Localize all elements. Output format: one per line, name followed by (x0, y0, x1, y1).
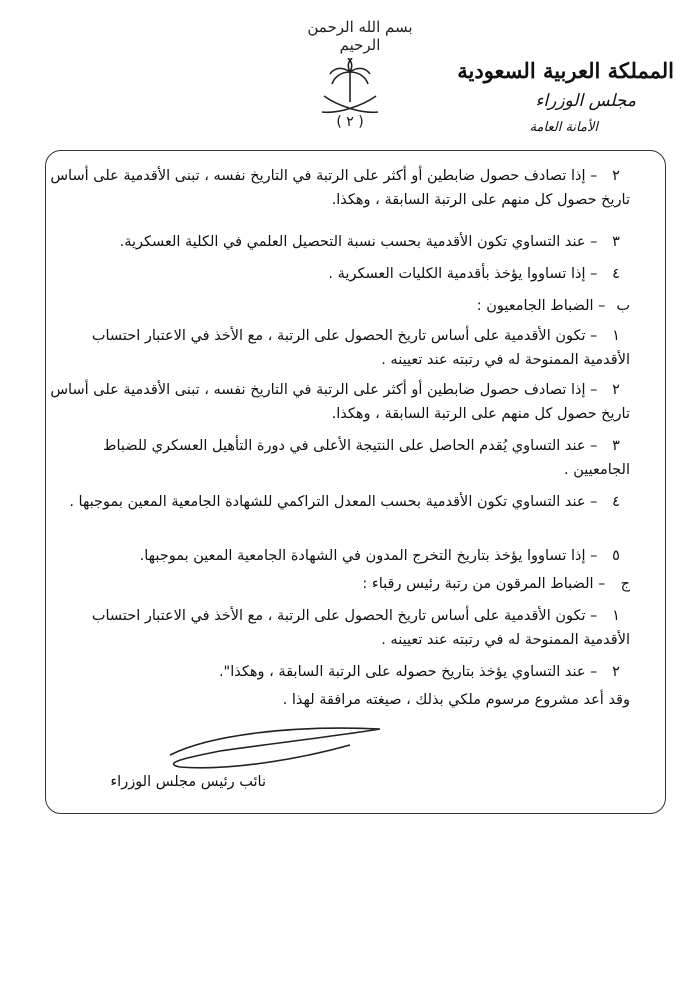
item-c2 (50, 660, 630, 684)
closing-paragraph: وقد أعد مشروع مرسوم ملكي بذلك ، صيغته مرافقة لهذا . (282, 692, 630, 708)
section-letter: ج (620, 576, 630, 592)
section-title: – الضباط الجامعيون : (476, 298, 606, 314)
item-a2 (50, 164, 630, 212)
item-text: – إذا تساووا يؤخذ بتاريخ التخرج المدون في الشهادة الجامعية المعين بموجبها. (139, 548, 598, 564)
item-text: – عند التساوي تكون الأقدمية بحسب نسبة التحصيل العلمي في الكلية العسكرية. (119, 234, 598, 250)
item-text: – إذا تصادف حصول ضابطين أو أكثر على الرتبة في التاريخ نفسه ، تبنى الأقدمية على أساس تاريخ حصول كل منهم على الرتبة السابقة ، وهكذا. (50, 168, 630, 208)
item-b1 (50, 324, 630, 372)
item-b3 (50, 434, 630, 482)
item-a3 (50, 230, 630, 254)
item-number: ٢ (612, 382, 620, 398)
item-number: ١ (612, 608, 620, 624)
item-text: – إذا تساووا يؤخذ بأقدمية الكليات العسكرية . (328, 266, 598, 282)
item-number: ٤ (612, 494, 620, 510)
item-text: – عند التساوي تكون الأقدمية بحسب المعدل التراكمي للشهادة الجامعية المعين بموجبها . (69, 494, 598, 510)
item-number: ١ (612, 328, 620, 344)
item-number: ٤ (612, 266, 620, 282)
page-number: ( ٢ ) (336, 114, 364, 130)
section-c-heading (50, 572, 630, 596)
item-b5 (50, 544, 630, 568)
section-letter: ب (616, 298, 630, 314)
item-b2 (50, 378, 630, 426)
item-text: – تكون الأقدمية على أساس تاريخ الحصول على الرتبة ، مع الأخذ في الاعتبار احتساب الأقدمية الممنوحة له في رتبته عند تعيينه . (91, 328, 630, 368)
item-text: – تكون الأقدمية على أساس تاريخ الحصول على الرتبة ، مع الأخذ في الاعتبار احتساب الأقدمية الممنوحة له في رتبته عند تعيينه . (91, 608, 630, 648)
section-title: – الضباط المرقون من رتبة رئيس رقباء : (362, 576, 606, 592)
item-b4 (50, 490, 630, 514)
letterhead (444, 56, 674, 140)
kingdom-name: المملكة العربية السعودية (457, 58, 674, 83)
item-text: – إذا تصادف حصول ضابطين أو أكثر على الرتبة في التاريخ نفسه ، تبنى الأقدمية على أساس تاريخ حصول كل منهم على الرتبة السابقة ، وهكذا. (50, 382, 630, 422)
item-number: ٢ (612, 168, 620, 184)
section-b-heading (50, 294, 630, 318)
basmala: بسم الله الرحمن الرحيم (307, 18, 413, 54)
council-name: مجلس الوزراء (535, 91, 636, 111)
item-text: – عند التساوي يؤخذ بتاريخ حصوله على الرتبة السابقة ، وهكذا". (218, 664, 598, 680)
item-number: ٣ (612, 438, 620, 454)
secretariat-name: الأمانة العامة (529, 120, 598, 135)
item-c1 (50, 604, 630, 652)
item-number: ٢ (612, 664, 620, 680)
signature-title: نائب رئيس مجلس الوزراء (110, 774, 266, 790)
item-text: – عند التساوي يُقدم الحاصل على النتيجة الأعلى في دورة التأهيل العسكري للضباط الجامعيين . (103, 438, 630, 478)
item-number: ٥ (612, 548, 620, 564)
item-a4 (50, 262, 630, 286)
item-number: ٣ (612, 234, 620, 250)
